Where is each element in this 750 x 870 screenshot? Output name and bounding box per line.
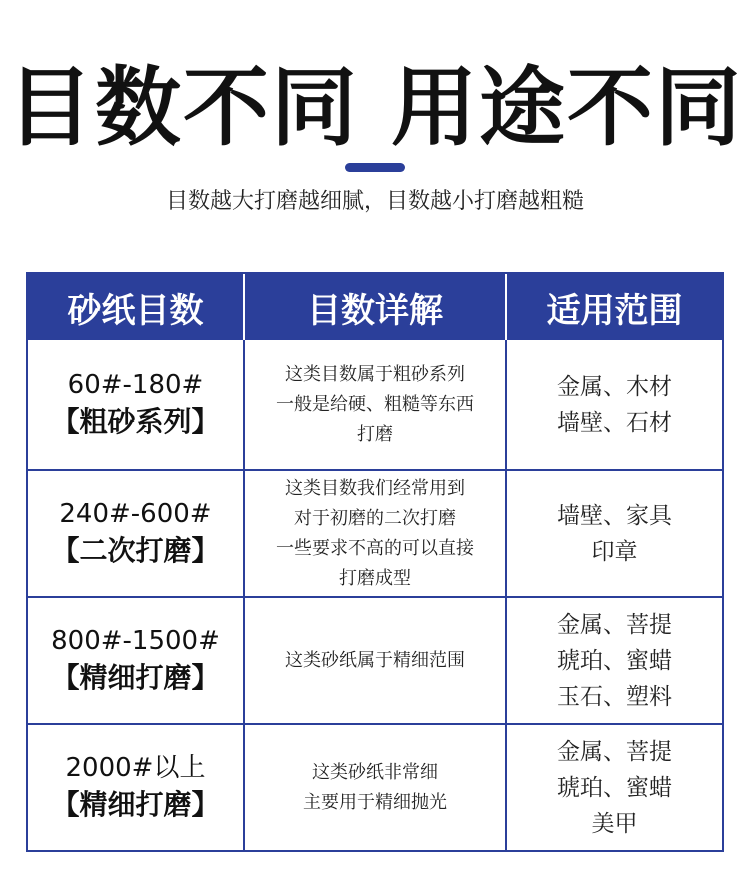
- scope-line: 玉石、塑料: [557, 683, 672, 710]
- page-headline: 目数不同 用途不同: [7, 58, 743, 158]
- header-grit: [28, 274, 245, 340]
- header-detail-label: 目数详解: [307, 290, 443, 331]
- scope-line: 琥珀、蜜蜡: [557, 647, 672, 674]
- header-grit-label: 砂纸目数: [67, 290, 204, 331]
- scope-cell: [507, 340, 722, 469]
- detail-line: 一般是给硬、粗糙等东西: [276, 393, 474, 415]
- detail-line: 对于初磨的二次打磨: [294, 507, 456, 529]
- header-scope: [507, 274, 722, 340]
- grit-range: 240#-600#: [59, 498, 212, 529]
- grit-series: 【精细打磨】: [51, 660, 220, 694]
- table-row: [28, 469, 722, 596]
- grit-range: 800#-1500#: [51, 625, 220, 656]
- detail-line: 主要用于精细抛光: [303, 791, 447, 813]
- detail-line: 一些要求不高的可以直接: [276, 537, 474, 559]
- header-scope-label: 适用范围: [546, 290, 683, 331]
- detail-line: 打磨成型: [339, 567, 411, 589]
- scope-line: 墙壁、家具: [557, 502, 672, 529]
- detail-cell: [245, 471, 507, 596]
- detail-cell: [245, 598, 507, 723]
- scope-cell: [507, 598, 722, 723]
- grit-range: 60#-180#: [67, 369, 204, 400]
- scope-line: 金属、菩提: [557, 611, 672, 638]
- detail-line: 这类砂纸属于精细范围: [285, 649, 465, 671]
- grit-series: 【粗砂系列】: [51, 404, 220, 438]
- table-row: [28, 723, 722, 850]
- scope-line: 金属、木材: [557, 373, 672, 400]
- scope-line: 墙壁、石材: [557, 409, 672, 436]
- table-row: [28, 596, 722, 723]
- grit-cell: [28, 598, 245, 723]
- scope-line: 印章: [591, 538, 638, 565]
- header-detail: [245, 274, 507, 340]
- page-subtitle: 目数越大打磨越细腻，目数越小打磨越粗糙: [165, 189, 584, 214]
- table-header: [28, 274, 722, 340]
- detail-line: 打磨: [357, 423, 393, 445]
- table-row: [28, 340, 722, 469]
- scope-line: 美甲: [591, 810, 638, 837]
- detail-cell: [245, 340, 507, 469]
- detail-line: 这类目数我们经常用到: [285, 477, 465, 499]
- scope-line: 琥珀、蜜蜡: [557, 774, 672, 801]
- grit-range: 2000#以上: [65, 752, 206, 783]
- grit-cell: [28, 471, 245, 596]
- detail-line: 这类目数属于粗砂系列: [285, 363, 465, 385]
- accent-divider: [345, 163, 405, 172]
- grit-series: 【二次打磨】: [51, 533, 220, 567]
- scope-cell: [507, 471, 722, 596]
- grit-cell: [28, 340, 245, 469]
- table-body: [28, 340, 722, 850]
- scope-line: 金属、菩提: [557, 738, 672, 765]
- detail-cell: [245, 725, 507, 850]
- sandpaper-grit-table: [26, 272, 724, 852]
- grit-series: 【精细打磨】: [51, 787, 220, 821]
- scope-cell: [507, 725, 722, 850]
- detail-line: 这类砂纸非常细: [312, 761, 438, 783]
- grit-cell: [28, 725, 245, 850]
